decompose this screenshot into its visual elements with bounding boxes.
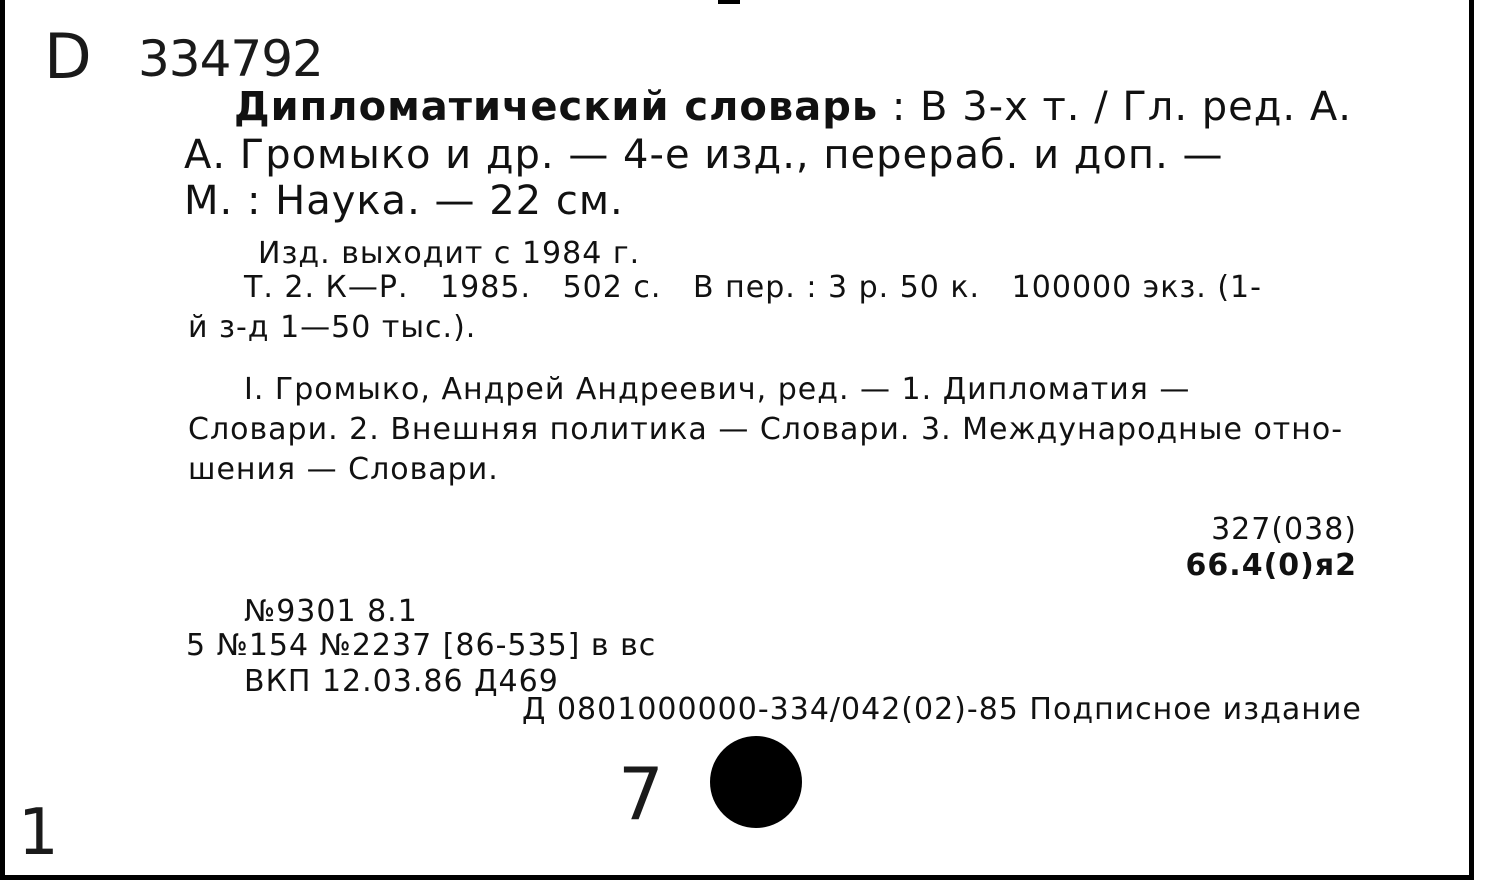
call-letter: D xyxy=(44,20,91,93)
handwritten-one: 1 xyxy=(18,796,58,870)
note-1: Изд. выходит с 1984 г. xyxy=(258,236,641,271)
title-bold: Дипломатический словарь xyxy=(234,84,879,130)
number-line-4: Д 0801000000-334/042(02)-85 Подписное издание xyxy=(522,692,1362,727)
classification-bbk: 66.4(0)я2 xyxy=(1185,548,1357,583)
handwritten-seven: 7 xyxy=(618,752,663,836)
title-rest: : В 3-х т. / Гл. ред. А. xyxy=(878,84,1352,130)
number-line-1: №9301 8.1 xyxy=(244,594,418,629)
card-top-mark xyxy=(718,0,740,4)
title-line xyxy=(234,84,1352,130)
black-dot-mark xyxy=(710,736,802,828)
number-line-3: ВКП 12.03.86 Д469 xyxy=(244,664,559,699)
tracing-2: Словари. 2. Внешняя политика — Словари. 3. Международные отно- xyxy=(188,412,1344,447)
tracing-3: шения — Словари. xyxy=(188,452,499,487)
note-3: й з-д 1—50 тыс.). xyxy=(188,310,477,345)
call-number: 334792 xyxy=(138,30,323,88)
classification-udc: 327(038) xyxy=(1211,512,1357,547)
entry-line-2: А. Громыко и др. — 4-е изд., перераб. и доп. — xyxy=(184,132,1224,178)
entry-line-3: М. : Наука. — 22 см. xyxy=(184,178,624,224)
number-line-2: 5 №154 №2237 [86-535] в вс xyxy=(186,628,657,663)
tracing-1: I. Громыко, Андрей Андреевич, ред. — 1. Дипломатия — xyxy=(244,372,1191,407)
note-2: Т. 2. К—Р. 1985. 502 с. В пер. : 3 р. 50 к. 100000 экз. (1- xyxy=(244,270,1262,305)
